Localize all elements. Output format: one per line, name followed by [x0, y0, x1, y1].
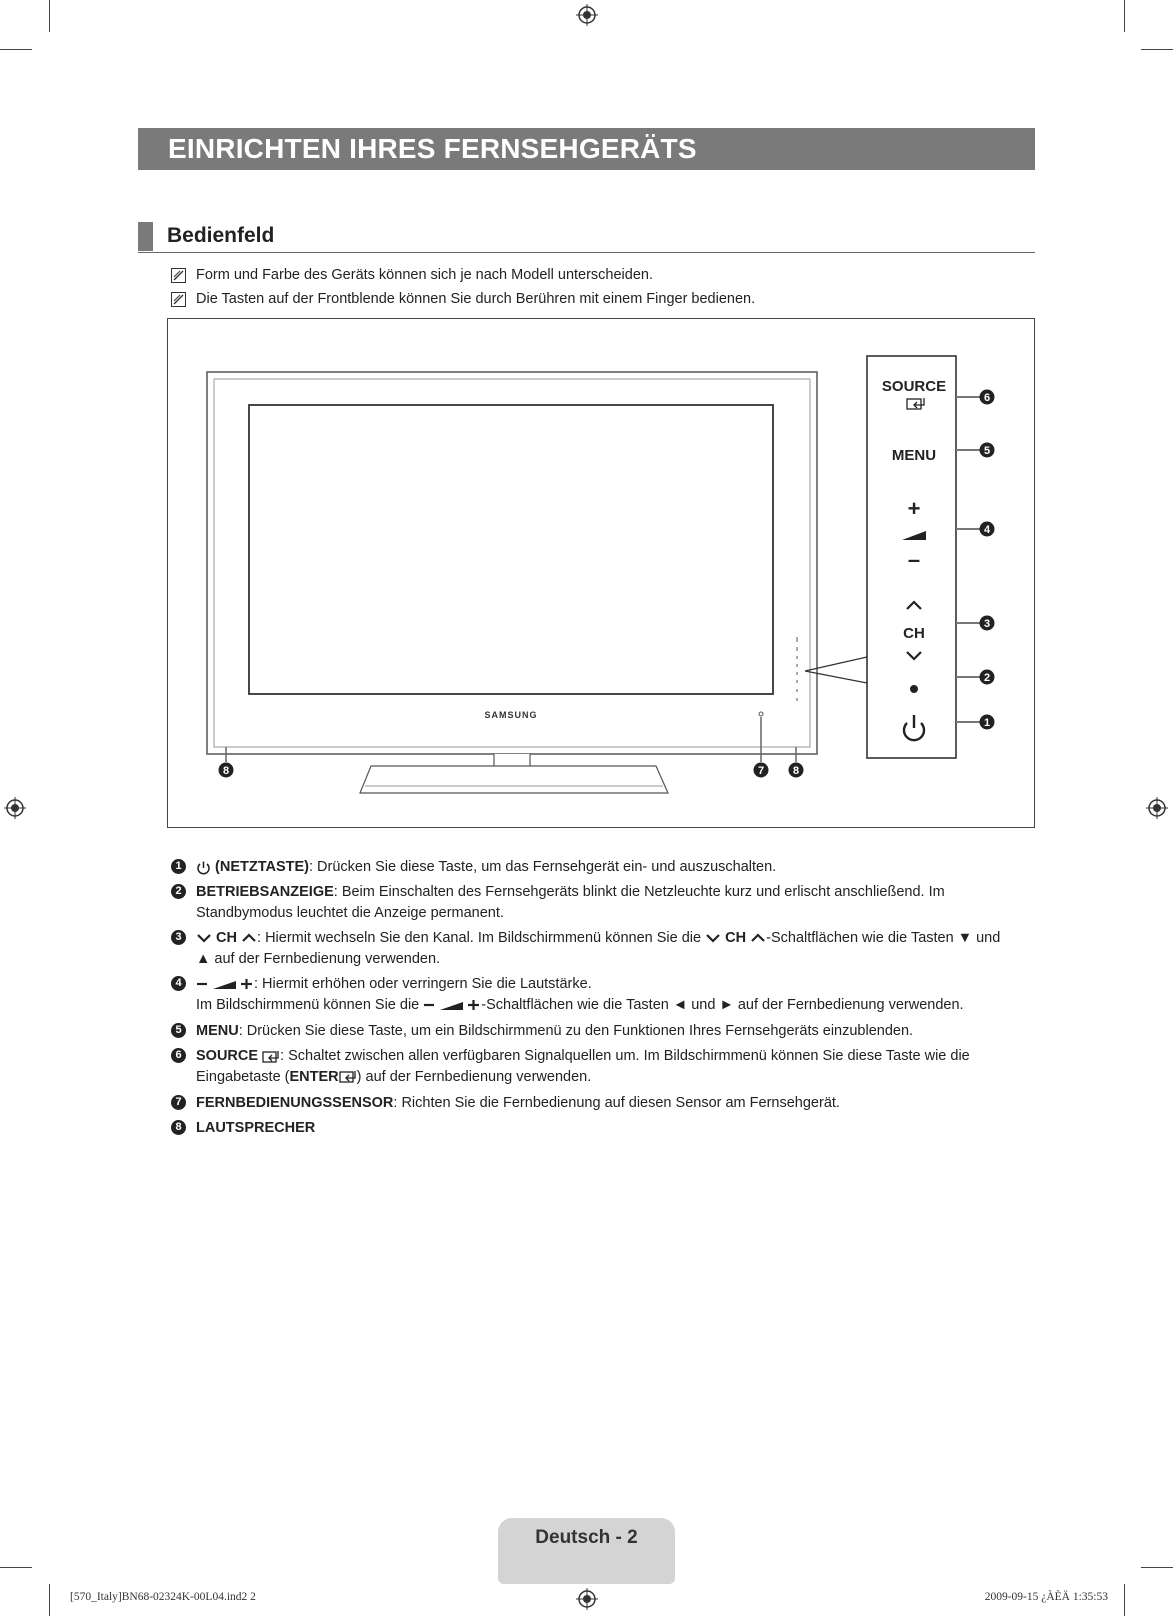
registration-mark-icon: [576, 4, 598, 26]
item-term: FERNBEDIENUNGSSENSOR: [196, 1095, 394, 1111]
crop-mark: [49, 1584, 50, 1616]
item-number: 7: [171, 1095, 186, 1110]
item-text: : Beim Einschalten des Fernsehgeräts blinkt die Netzleuchte kurz und erlischt anschließend. Im Standbymodus leuchtet die Anzeige permanent.: [196, 884, 945, 921]
crop-mark: [1124, 1584, 1125, 1616]
svg-text:6: 6: [983, 392, 991, 404]
note-icon: [171, 268, 186, 283]
crop-mark: [0, 49, 32, 50]
item-term: SOURCE: [196, 1048, 259, 1064]
item-number: 2: [171, 884, 186, 899]
item-number: 4: [171, 976, 186, 991]
page-title: EINRICHTEN IHRES FERNSEHGERÄTS: [138, 128, 1035, 170]
item-text: : Hiermit erhöhen oder verringern Sie die Lautstärke.: [254, 976, 592, 992]
item-number: 1: [171, 859, 186, 874]
svg-text:3: 3: [983, 618, 991, 630]
tv-screen: [249, 405, 773, 694]
item-number: 3: [171, 930, 186, 945]
enter-icon: [339, 1070, 357, 1083]
svg-text:8: 8: [792, 765, 800, 777]
item-term: (NETZTASTE): [215, 859, 309, 875]
crop-mark: [1124, 0, 1125, 32]
ch-label: CH: [216, 930, 237, 946]
item-text: Im Bildschirmmenü können Sie die: [196, 996, 420, 1013]
svg-text:4: 4: [983, 524, 991, 536]
crop-mark: [49, 0, 50, 32]
item-term: BETRIEBSANZEIGE: [196, 884, 334, 900]
item-number: 5: [171, 1023, 186, 1038]
tv-stand-base: [360, 766, 668, 793]
menu-label: MENU: [891, 447, 937, 464]
item-number: 8: [171, 1120, 186, 1135]
volume-controls-icon: [196, 977, 254, 991]
page-number-tab: [498, 1518, 675, 1584]
volume-controls-icon: [423, 998, 481, 1012]
item-text: -Schaltflächen wie die Tasten ◄ und ► auf der Fernbedienung verwenden.: [481, 996, 964, 1013]
item-text: : Richten Sie die Fernbedienung auf diesen Sensor am Fernsehgerät.: [393, 1095, 840, 1111]
vol-minus-label: –: [907, 547, 921, 572]
footer-right: 2009-09-15 ¿ÀÈÄ 1:35:53: [984, 1591, 1108, 1603]
item-term: LAUTSPRECHER: [196, 1120, 316, 1136]
chevron-down-icon: [705, 932, 721, 944]
item-text: : Schaltet zwischen allen verfügbaren Signalquellen um. Im Bildschirmmenü können Sie diese Taste wie die Eingabetaste (: [196, 1048, 970, 1085]
footer-left: [570_Italy]BN68-02324K-00L04.ind2 2: [70, 1591, 256, 1603]
section-title: Bedienfeld: [167, 224, 275, 247]
svg-text:1: 1: [983, 717, 991, 729]
source-label: SOURCE: [881, 378, 947, 395]
chevron-down-icon: [196, 932, 212, 944]
note-text: Form und Farbe des Geräts können sich je nach Modell unterscheiden.: [196, 267, 653, 283]
registration-mark-icon: [1146, 797, 1168, 819]
item-text: -Schaltflächen wie die Tasten ▼ und ▲ auf der Fernbedienung verwenden.: [196, 930, 1001, 967]
crop-mark: [0, 1567, 32, 1568]
power-led: [910, 685, 918, 693]
brand-logo: SAMSUNG: [484, 710, 538, 720]
section-heading: [138, 222, 1035, 253]
chevron-up-icon: [241, 932, 257, 944]
chevron-up-icon: [750, 932, 766, 944]
crop-mark: [1141, 1567, 1173, 1568]
item-text: ) auf der Fernbedienung verwenden.: [356, 1068, 592, 1085]
svg-text:2: 2: [983, 672, 991, 684]
item-text: : Drücken Sie diese Taste, um das Fernsehgerät ein- und auszuschalten.: [309, 859, 777, 875]
item-text: : Drücken Sie diese Taste, um ein Bildschirmmenü zu den Funktionen Ihres Fernsehgeräts einzublenden.: [238, 1023, 914, 1039]
svg-text:5: 5: [983, 445, 991, 457]
note-icon: [171, 292, 186, 307]
svg-text:7: 7: [757, 765, 765, 777]
item-term: MENU: [196, 1023, 239, 1039]
enter-icon: [262, 1050, 280, 1063]
registration-mark-icon: [576, 1588, 598, 1610]
item-number: 6: [171, 1048, 186, 1063]
registration-mark-icon: [4, 797, 26, 819]
ch-label: CH: [725, 930, 747, 946]
page-label: Deutsch - 2: [535, 1527, 638, 1548]
section-marker: [138, 222, 153, 251]
control-panel-diagram: [167, 318, 1035, 828]
power-icon: [196, 860, 211, 875]
svg-text:8: 8: [222, 765, 230, 777]
ch-label: CH: [903, 625, 925, 642]
vol-plus-label: +: [907, 496, 921, 521]
item-term: ENTER: [289, 1068, 339, 1085]
item-text: : Hiermit wechseln Sie den Kanal. Im Bildschirmmenü können Sie die: [257, 930, 702, 946]
note-text: Die Tasten auf der Frontblende können Sie durch Berühren mit einem Finger bedienen.: [196, 291, 756, 307]
crop-mark: [1141, 49, 1173, 50]
